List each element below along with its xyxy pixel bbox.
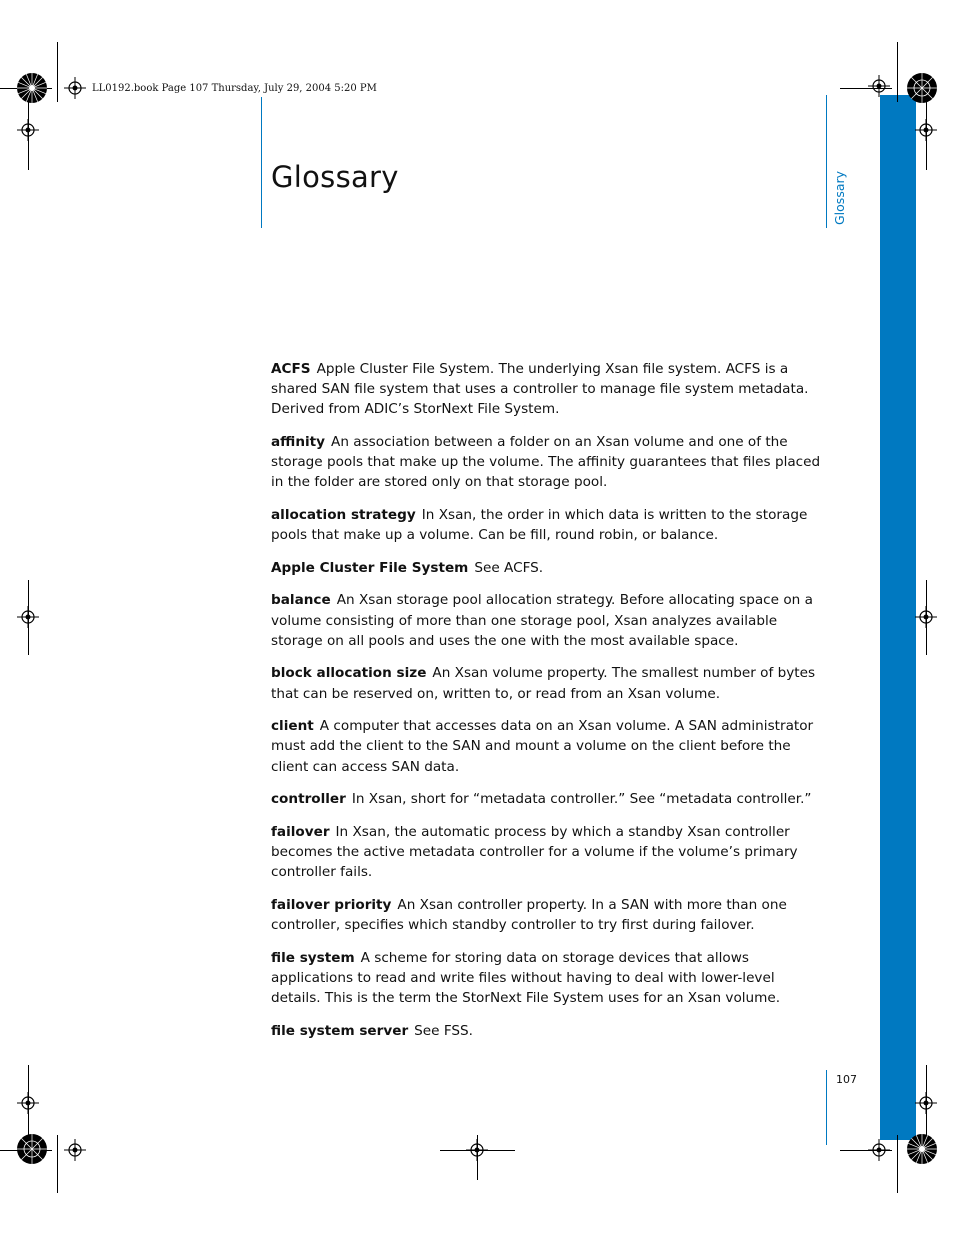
starburst-registration-icon [16, 1133, 48, 1165]
registration-target-icon [915, 1092, 937, 1114]
glossary-entry [271, 558, 827, 578]
glossary-term: file system server [271, 1022, 409, 1039]
registration-target-icon [466, 1139, 488, 1161]
title-rule [261, 97, 262, 228]
glossary-term: allocation strategy [271, 507, 416, 523]
glossary-definition: Apple Cluster File System. The underlying Xsan file system. ACFS is a shared SAN file system that uses a controller to manage file system metadata. Derived from ADIC’s StorNext File System. [271, 361, 809, 418]
registration-target-icon [868, 75, 890, 97]
tab-rule [826, 95, 827, 228]
glossary-entry [271, 1021, 827, 1041]
glossary-entry [271, 789, 827, 809]
glossary-term: balance [271, 592, 331, 609]
chapter-tab-label: Glossary [832, 170, 847, 225]
glossary-definition: An association between a folder on an Xsan volume and one of the storage pools that make up the volume. The affinity guarantees that files placed in the folder are stored only on that storage pool. [271, 434, 821, 491]
glossary-term: controller [271, 791, 346, 808]
starburst-registration-icon [906, 72, 938, 104]
glossary-definition: See ACFS. [474, 559, 544, 576]
glossary-entry [271, 359, 827, 420]
glossary-entry [271, 432, 827, 493]
glossary-entry [271, 822, 827, 883]
glossary-definition: A scheme for storing data on storage devices that allows applications to read and write files without having to deal with lower-level details. This is the term the StorNext File System uses for an Xsan volume. [271, 949, 781, 1006]
glossary-definition: In Xsan, the automatic process by which a standby Xsan controller becomes the active metadata controller for a volume if the volume’s primary controller fails. [271, 823, 798, 881]
glossary-term: ACFS [271, 361, 311, 377]
glossary-entry [271, 590, 827, 651]
glossary-definition: An Xsan volume property. The smallest number of bytes that can be reserved on, written to, or read from an Xsan volume. [271, 665, 816, 702]
glossary-definition: A computer that accesses data on an Xsan volume. A SAN administrator must add the client to the SAN and mount a volume on the client before the client can access SAN data. [271, 718, 814, 775]
registration-target-icon [17, 119, 39, 141]
crop-mark [57, 42, 58, 102]
glossary-list [271, 359, 827, 1053]
glossary-term: failover [271, 823, 330, 840]
glossary-term: Apple Cluster File System [271, 559, 469, 576]
glossary-definition: An Xsan storage pool allocation strategy. Before allocating space on a volume consisting of more than one storage pool, Xsan analyzes available storage on all pools and uses the one with the most available space. [271, 592, 813, 649]
registration-target-icon [915, 606, 937, 628]
starburst-registration-icon [906, 1133, 938, 1165]
glossary-definition: See FSS. [414, 1022, 473, 1039]
chapter-side-bar [880, 95, 916, 1140]
glossary-definition: In Xsan, short for “metadata controller.” See “metadata controller.” [351, 791, 812, 808]
registration-target-icon [17, 1092, 39, 1114]
registration-target-icon [17, 606, 39, 628]
registration-target-icon [915, 119, 937, 141]
registration-target-icon [868, 1139, 890, 1161]
glossary-term: block allocation size [271, 665, 427, 682]
glossary-definition: In Xsan, the order in which data is written to the storage pools that make up a volume. Can be fill, round robin, or balance. [271, 507, 808, 544]
page-number: 107 [836, 1073, 857, 1086]
registration-target-icon [64, 77, 86, 99]
crop-mark [897, 1135, 898, 1193]
glossary-definition: An Xsan controller property. In a SAN with more than one controller, specifies which standby controller to try first during failover. [271, 896, 787, 933]
registration-target-icon [64, 1139, 86, 1161]
glossary-entry [271, 663, 827, 703]
page-title: Glossary [271, 160, 399, 194]
folio-rule [826, 1070, 827, 1145]
glossary-entry [271, 895, 827, 935]
glossary-entry [271, 505, 827, 545]
print-slug: LL0192.book Page 107 Thursday, July 29, 2004 5:20 PM [92, 83, 377, 94]
glossary-term: client [271, 718, 314, 735]
crop-mark [897, 42, 898, 102]
glossary-entry [271, 716, 827, 777]
glossary-term: failover priority [271, 896, 392, 913]
glossary-entry [271, 948, 827, 1009]
glossary-term: affinity [271, 434, 326, 450]
glossary-term: file system [271, 949, 355, 966]
starburst-registration-icon [16, 72, 48, 104]
crop-mark [57, 1135, 58, 1193]
